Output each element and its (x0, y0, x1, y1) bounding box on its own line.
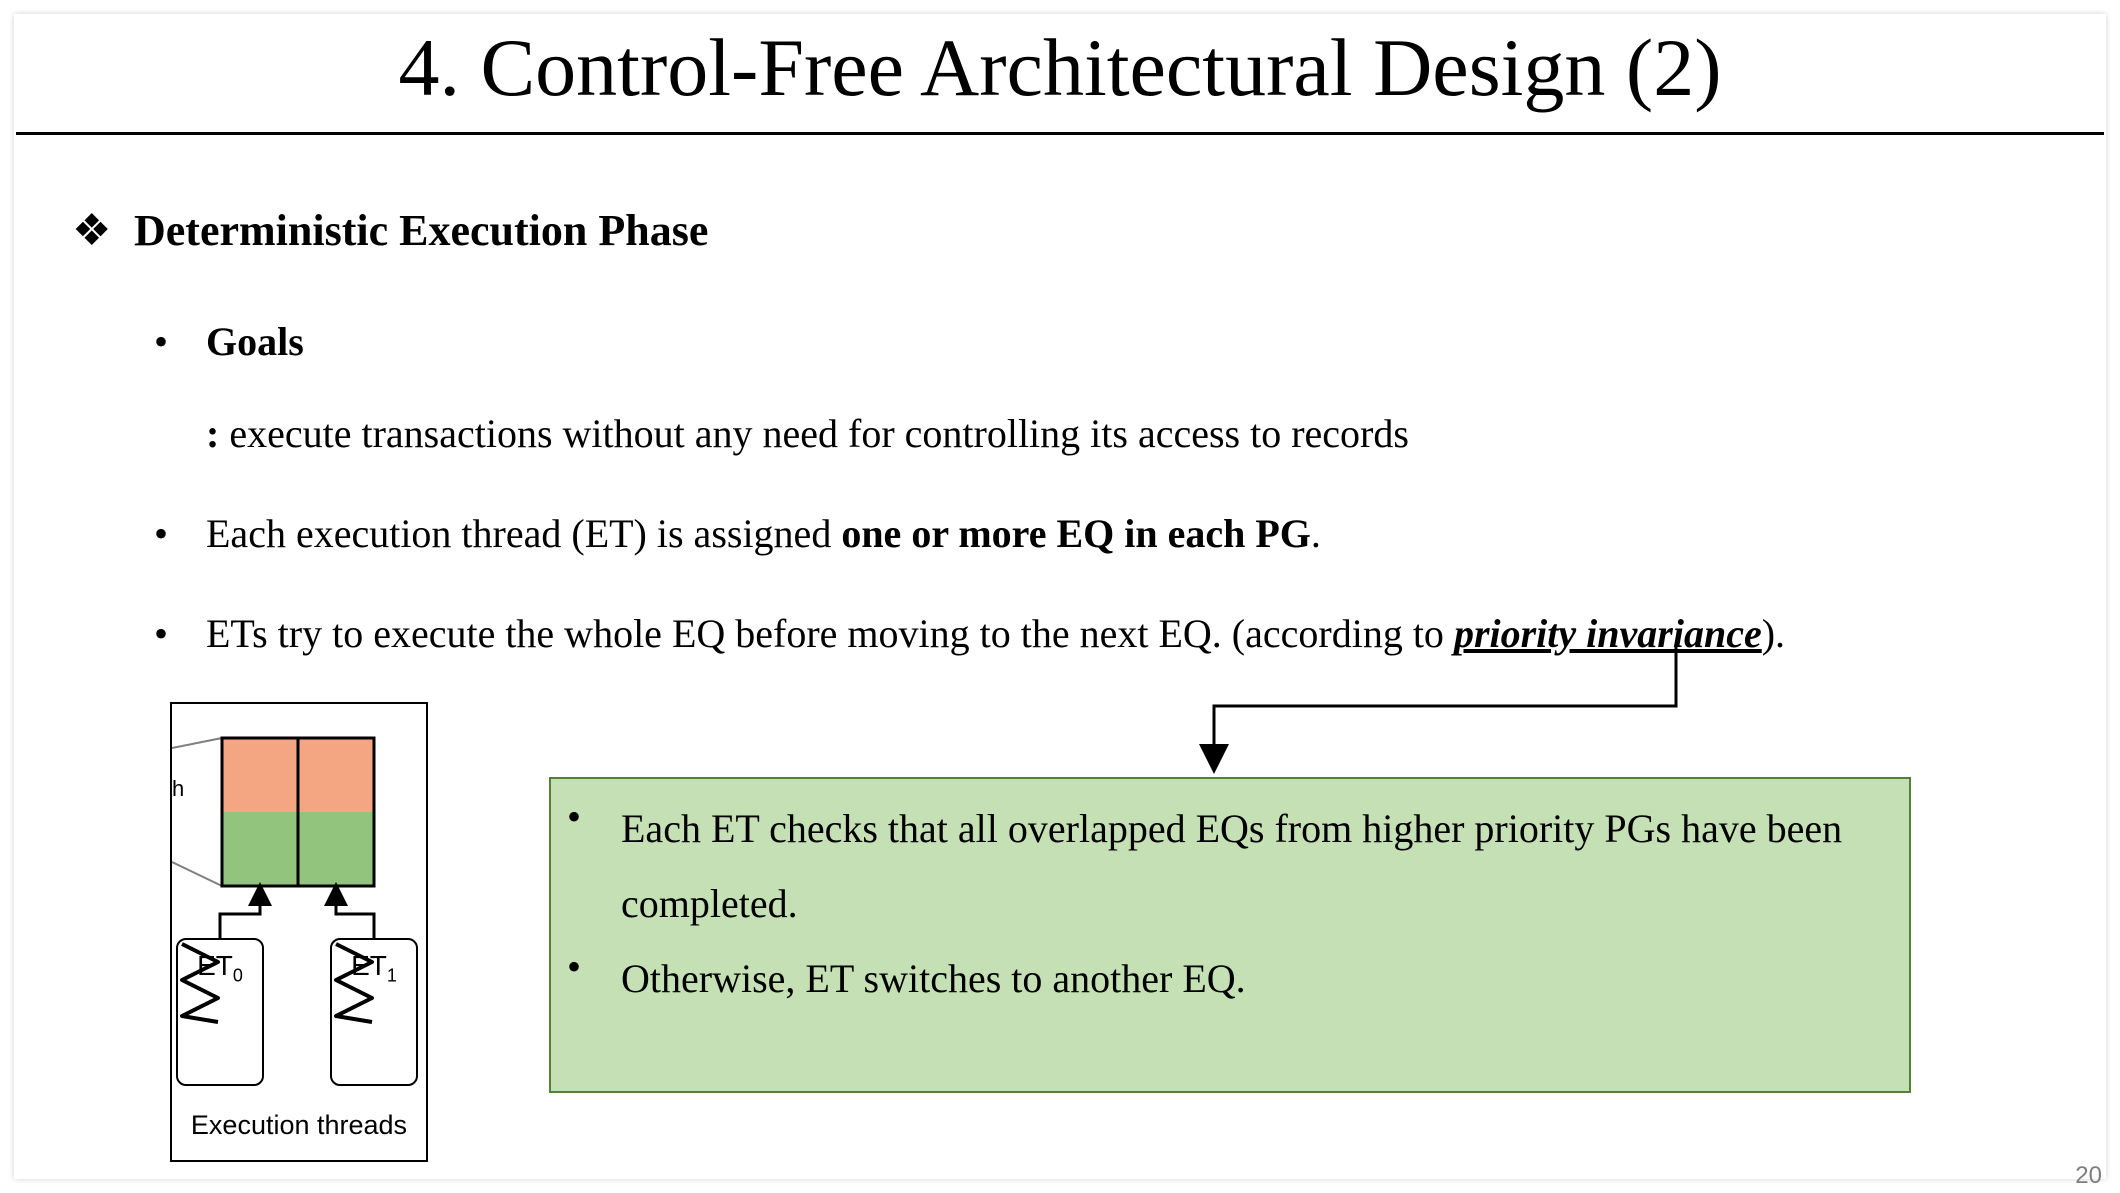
title-divider (16, 132, 2104, 135)
priority-text (206, 608, 1785, 660)
section-heading-text: Deterministic Execution Phase (134, 206, 709, 255)
callout-item-1-text: Each ET checks that all overlapped EQs from higher priority PGs have been completed. (621, 806, 1843, 926)
goals-description-text: execute transactions without any need for controlling its access to records (219, 411, 1409, 456)
et1-thread (330, 938, 418, 1086)
et-assignment-pre: Each execution thread (ET) is assigned (206, 511, 842, 556)
goals-colon: : (206, 411, 220, 456)
slide-title: 4. Control-Free Architectural Design (2) (398, 22, 1722, 113)
diamond-bullet-icon: ❖ (72, 206, 112, 255)
cut-label: h (172, 776, 185, 801)
goals-label: Goals (206, 319, 304, 364)
et-assignment-text (206, 508, 1321, 560)
thread-squiggle-icon (332, 940, 376, 1024)
priority-invariance-term: priority invariance (1453, 611, 1762, 656)
et0-thread (176, 938, 264, 1086)
bullet-dot: • (567, 944, 582, 989)
goals-description (206, 408, 1409, 460)
diagram-caption: Execution threads (190, 1110, 408, 1140)
priority-text-post: ). (1761, 611, 1786, 656)
callout-item-2-text: Otherwise, ET switches to another EQ. (621, 956, 1246, 1001)
et-assignment-bold: one or more EQ in each PG (841, 511, 1311, 556)
page-number: 20 (2075, 1162, 2102, 1189)
priority-text-pre: ETs try to execute the whole EQ before moving to the next EQ. (according to (206, 611, 1454, 656)
queue-grid-graphic (172, 704, 426, 1160)
et0-label-base: ET (197, 950, 233, 981)
et0-label-sub: 0 (232, 965, 243, 986)
bullet-dot: • (154, 511, 169, 556)
et1-label-base: ET (351, 950, 387, 981)
slide (14, 14, 2106, 1189)
section-heading (72, 204, 708, 258)
bullet-dot: • (567, 794, 582, 839)
bullet-dot: • (154, 319, 169, 364)
thread-squiggle-icon (178, 940, 222, 1024)
et1-label-sub: 1 (386, 965, 397, 986)
et-assignment-post: . (1310, 511, 1321, 556)
bullet-dot: • (154, 611, 169, 656)
priority-invariance-callout (549, 777, 1911, 1093)
execution-threads-diagram (170, 702, 428, 1162)
